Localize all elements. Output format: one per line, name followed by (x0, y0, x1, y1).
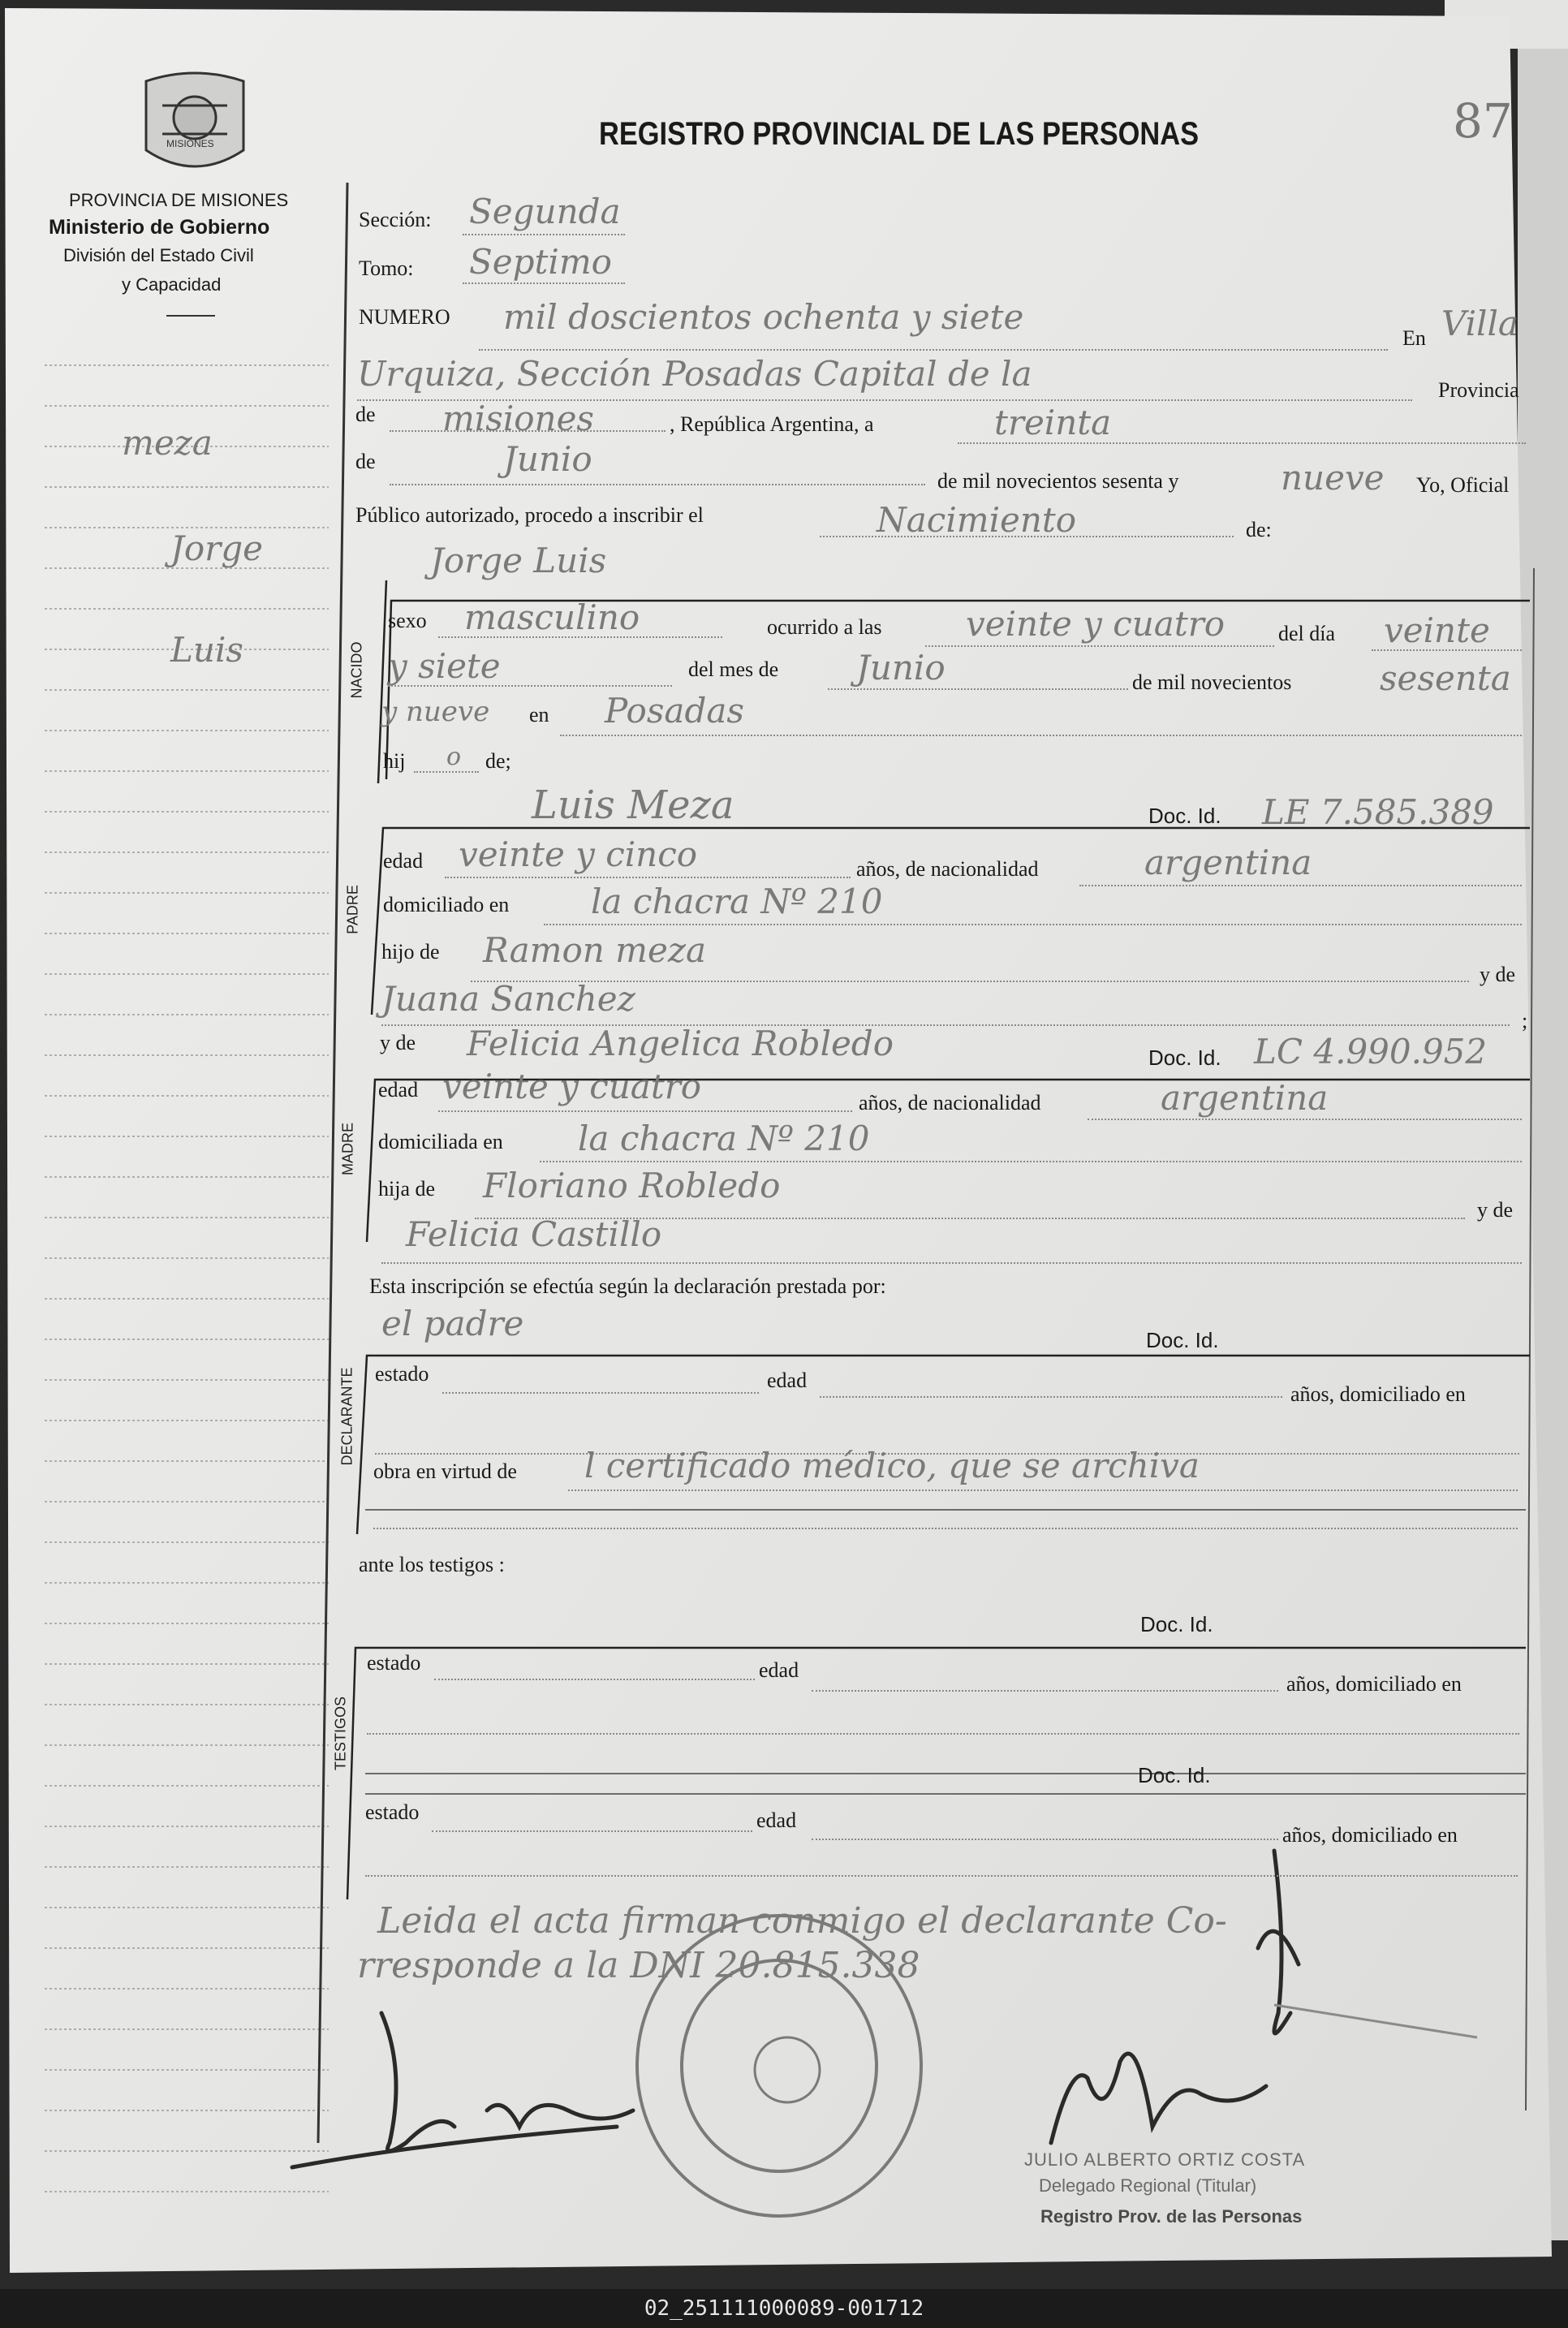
label-ocurrido: ocurrido a las (767, 615, 882, 639)
label-madre-anios: años, de nacionalidad (859, 1091, 1041, 1114)
line-testigo2-estado (432, 1830, 752, 1832)
label-testigos-intro: ante los testigos : (359, 1553, 505, 1576)
label-obra: obra en virtud de (373, 1459, 517, 1483)
section-label-testigos: TESTIGOS (332, 1696, 349, 1771)
note-line-2: rresponde a la DNI 20.815.338 (357, 1945, 920, 1986)
official-role: Delegado Regional (Titular) (1039, 2175, 1257, 2196)
line-madre-edad (438, 1110, 852, 1112)
margin-surname: meza (122, 423, 213, 463)
line-obra (568, 1489, 1518, 1491)
line-madre-nac (1088, 1119, 1522, 1120)
label-en-nac: en (529, 703, 549, 726)
label-del-mes: del mes de (688, 657, 779, 681)
label-inscripcion: Esta inscripción se efectúa según la declaración prestada por: (369, 1274, 886, 1298)
label-de-semi: de; (485, 749, 511, 773)
value-anio: nueve (1281, 458, 1385, 498)
value-madre-dom: la chacra Nº 210 (578, 1119, 870, 1158)
value-tomo: Septimo (469, 242, 612, 282)
line-sexo (438, 636, 722, 638)
value-nombre: Jorge Luis (430, 541, 607, 580)
label-padre-doc: Doc. Id. (1148, 804, 1221, 828)
line-seccion (463, 234, 625, 235)
label-semicolon: ; (1522, 1009, 1528, 1033)
line-dia-nac-2 (388, 685, 672, 687)
value-seccion: Segunda (469, 192, 621, 231)
label-padre-edad: edad (383, 849, 424, 873)
line-padre-nac (1079, 885, 1522, 886)
label-publico: Público autorizado, procedo a inscribir el (355, 503, 704, 527)
ministry-name: Ministerio de Gobierno (49, 216, 270, 239)
official-name: JULIO ALBERTO ORTIZ COSTA (1024, 2149, 1306, 2170)
value-padre-dom: la chacra Nº 210 (591, 882, 883, 921)
label-declarante-anios: años, domiciliado en (1290, 1382, 1466, 1406)
value-hora: veinte y cuatro (966, 604, 1226, 644)
label-testigo1-doc: Doc. Id. (1140, 1612, 1213, 1636)
section-label-nacido: NACIDO (348, 641, 365, 699)
line-obra-2 (373, 1528, 1518, 1529)
label-numero: NUMERO (359, 305, 450, 329)
label-declarante-doc: Doc. Id. (1146, 1328, 1219, 1352)
value-madre-padre: Floriano Robledo (483, 1166, 781, 1205)
division-line-2: y Capacidad (122, 274, 222, 295)
label-del-dia: del día (1278, 622, 1336, 645)
line-testigo1-dom (367, 1733, 1519, 1735)
line-madre-madre (381, 1262, 1522, 1264)
line-testigo2-dom (365, 1875, 1518, 1877)
division-line-1: División del Estado Civil (63, 245, 254, 265)
label-testigo2-estado: estado (365, 1800, 420, 1824)
value-declarante: el padre (381, 1304, 524, 1343)
label-padre-hijo-de: hijo de (381, 940, 440, 964)
label-tomo: Tomo: (359, 257, 414, 280)
value-dia-nac-2: y siete (388, 646, 501, 686)
value-madre-nombre: Felicia Angelica Robledo (467, 1024, 894, 1063)
line-testigo1-edad (812, 1690, 1278, 1692)
line-hora (925, 645, 1274, 647)
line-dia-nac-1 (1372, 649, 1522, 651)
line-testigo1-estado (434, 1679, 755, 1680)
label-madre-hija-de: hija de (378, 1177, 436, 1201)
line-numero (479, 349, 1388, 351)
label-declarante-edad: edad (767, 1369, 808, 1392)
value-hijo-o: o (446, 743, 462, 771)
seal-caption: MISIONES (166, 138, 214, 149)
label-declarante-estado: estado (375, 1362, 429, 1386)
value-numero: mil doscientos ochenta y siete (503, 297, 1024, 337)
value-mes: Junio (503, 439, 592, 479)
registry-name: Registro Prov. de las Personas (1040, 2206, 1303, 2227)
value-sexo: masculino (464, 597, 640, 637)
value-padre-nombre: Luis Meza (532, 782, 734, 828)
value-padre-doc: LE 7.585.389 (1262, 792, 1494, 832)
line-declarante-estado (442, 1392, 759, 1394)
label-republica: , República Argentina, a (670, 412, 874, 436)
line-lugar-nac (560, 735, 1522, 736)
label-yo-oficial: Yo, Oficial (1416, 473, 1510, 497)
section-label-madre: MADRE (339, 1123, 356, 1176)
value-anio-nac-1: sesenta (1380, 658, 1511, 698)
label-madre-edad: edad (378, 1078, 419, 1101)
label-padre-anios: años, de nacionalidad (856, 857, 1039, 881)
page-title: REGISTRO PROVINCIAL DE LAS PERSONAS (599, 116, 1200, 152)
value-obra: l certificado médico, que se archiva (584, 1446, 1200, 1485)
value-padre-padre: Ramon meza (483, 930, 706, 970)
label-padre-dom: domiciliado en (383, 893, 510, 916)
province-name: PROVINCIA DE MISIONES (69, 190, 289, 210)
label-provincia: Provincia (1438, 378, 1519, 402)
value-padre-edad: veinte y cinco (459, 834, 698, 874)
value-madre-nac: argentina (1161, 1078, 1329, 1118)
value-lugar-nac: Posadas (605, 691, 744, 731)
line-tomo (463, 282, 625, 284)
label-madre-y-de: y de (380, 1031, 416, 1054)
line-madre-dom (540, 1161, 1522, 1162)
label-testigo2-anios: años, domiciliado en (1282, 1823, 1458, 1847)
division-underline (166, 315, 215, 317)
label-sexo: sexo (388, 609, 427, 632)
value-madre-doc: LC 4.990.952 (1254, 1032, 1488, 1071)
label-de-prov: de (355, 403, 376, 426)
line-testigo2-edad (812, 1839, 1278, 1840)
label-testigo2-doc: Doc. Id. (1138, 1763, 1211, 1787)
line-declarante-edad (820, 1396, 1282, 1398)
label-testigo2-edad: edad (756, 1809, 797, 1832)
line-mes (390, 484, 925, 485)
page-number: 87 (1453, 93, 1513, 149)
section-label-padre: PADRE (344, 885, 361, 934)
label-en: En (1402, 326, 1426, 350)
margin-name-2: Luis (170, 630, 243, 670)
label-seccion: Sección: (359, 208, 432, 231)
value-padre-nac: argentina (1144, 843, 1312, 882)
value-acto: Nacimiento (877, 500, 1077, 540)
value-mes-nac: Junio (856, 648, 946, 688)
value-madre-madre: Felicia Castillo (406, 1214, 662, 1254)
value-padre-madre: Juana Sanchez (381, 979, 635, 1019)
line-hijo-o (414, 771, 479, 773)
label-de-mes: de (355, 450, 376, 473)
line-padre-dom (544, 924, 1522, 925)
line-provincia (390, 430, 666, 432)
label-madre-y-de-2: y de (1477, 1198, 1514, 1222)
line-acto (820, 536, 1234, 537)
label-testigo1-estado: estado (367, 1651, 421, 1675)
label-testigo1-edad: edad (759, 1658, 799, 1682)
label-mil-nov: de mil novecientos (1132, 670, 1292, 694)
value-dia-nac-1: veinte (1384, 610, 1490, 650)
note-line-1: Leida el acta firman conmigo el declarante Co- (377, 1900, 1227, 1942)
value-place: Urquiza, Sección Posadas Capital de la (357, 354, 1032, 394)
value-en: Villa (1441, 304, 1518, 343)
label-de-colon: de: (1246, 518, 1272, 541)
value-madre-edad: veinte y cuatro (442, 1067, 702, 1106)
label-hij: hij (383, 749, 406, 773)
value-dia: treinta (994, 403, 1112, 442)
label-padre-y-de: y de (1480, 963, 1516, 986)
label-testigo1-anios: años, domiciliado en (1286, 1672, 1462, 1696)
value-anio-nac-2: y nueve (381, 696, 490, 728)
section-label-declarante: DECLARANTE (338, 1367, 355, 1466)
margin-name-1: Jorge (170, 528, 263, 568)
label-madre-dom: domiciliada en (378, 1130, 503, 1153)
value-provincia: misiones (442, 399, 594, 438)
line-dia (958, 442, 1526, 444)
image-id-caption: 02_251111000089-001712 (644, 2296, 924, 2321)
label-mil-nov-sesenta: de mil novecientos sesenta y (937, 469, 1179, 493)
label-madre-doc: Doc. Id. (1148, 1045, 1221, 1070)
line-padre-edad (445, 877, 851, 878)
line-mes-nac (828, 688, 1128, 690)
